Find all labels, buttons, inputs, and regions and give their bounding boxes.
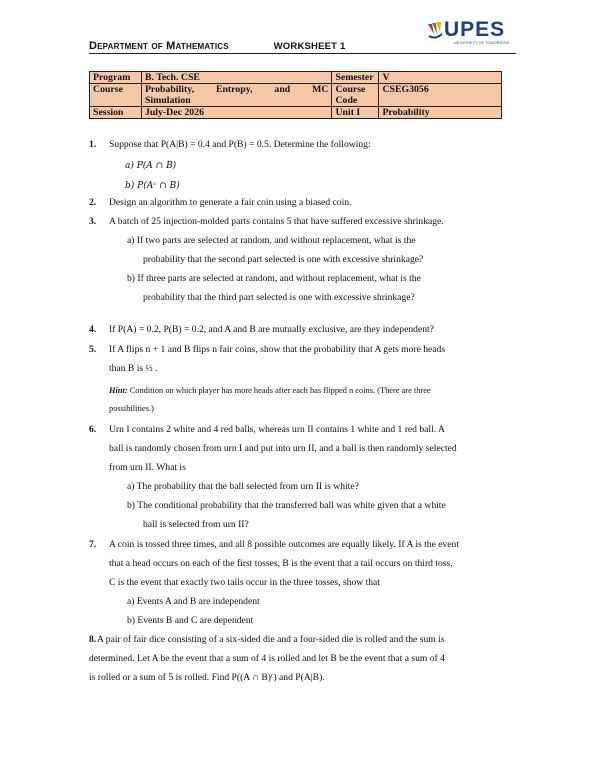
program-value: B. Tech. CSE <box>141 72 332 84</box>
hint-text-line2: possibilities.) <box>109 404 154 413</box>
subpart-a-line1: a) If two parts are selected at random, and without replacement, what is the <box>127 235 416 246</box>
unit-value: Probability <box>379 107 502 119</box>
subpart-b-line1: b) If three parts are selected at random, and without replacement, what is the <box>127 273 421 284</box>
session-label: Session <box>90 107 142 119</box>
course-value <box>141 84 332 107</box>
course-word: MC <box>312 84 329 95</box>
unit-label: Unit I <box>332 107 379 119</box>
question-text-line2: than B is ½ . <box>109 363 158 374</box>
question-text-line3: from urn II. What is <box>109 462 186 473</box>
subpart-b-line2: ball is selected from urn II? <box>143 519 249 530</box>
subpart-b: b) P(Aᶜ ∩ B) <box>125 181 180 191</box>
course-value-line2: Simulation <box>144 95 191 106</box>
course-code-label-2: Code <box>335 95 358 106</box>
question-number: 1. <box>89 139 97 150</box>
question-text-line2: determined. Let A be the event that a sum of 4 is rolled and let B be the event that a sum of 4 <box>89 653 445 664</box>
question-number: 2. <box>89 197 97 208</box>
question-text: Design an algorithm to generate a fair coin using a biased coin. <box>109 197 352 208</box>
table-row <box>90 107 502 119</box>
course-word: Entropy, <box>215 84 253 95</box>
question-number: 6. <box>89 424 97 435</box>
question-text-line1: If A flips n + 1 and B flips n fair coins, show that the probability that A gets more heads <box>109 344 446 355</box>
course-word: and <box>274 84 291 95</box>
logo-subtext: UNIVERSITY OF TOMORROW <box>454 41 509 45</box>
question-text: Suppose that P(A|B) = 0.4 and P(B) = 0.5. Determine the following: <box>109 139 371 150</box>
semester-label: Semester <box>332 72 379 84</box>
question-text-line1: A pair of fair dice consisting of a six-sided die and a four-sided die is rolled and the sum is <box>97 634 445 645</box>
header-rule <box>89 53 516 54</box>
logo-text: UPES <box>444 18 506 41</box>
question-text-line3: C is the event that exactly two tails occur in the three tosses, show that <box>109 577 380 588</box>
table-row <box>90 84 502 107</box>
course-label: Course <box>90 84 142 107</box>
table-row <box>90 72 502 84</box>
upes-logo <box>426 18 518 48</box>
question-text: A batch of 25 injection-molded parts contains 5 that have suffered excessive shrinkage. <box>109 216 444 227</box>
course-info-table <box>89 71 502 119</box>
subpart-a: a) Events A and B are independent <box>127 596 260 607</box>
session-value: July-Dec 2026 <box>141 107 332 119</box>
question-number: 4. <box>89 324 97 335</box>
question-number: 3. <box>89 216 97 227</box>
course-code-value: CSEG3056 <box>379 84 502 107</box>
question-number: 5. <box>89 344 97 355</box>
department-title: Department of Mathematics <box>89 40 229 52</box>
question-text-line3: is rolled or a sum of 5 is rolled. Find P((A ∩ B)ᶜ) and P(A|B). <box>89 672 325 683</box>
page-header <box>89 40 346 52</box>
question-text: If P(A) = 0.2, P(B) = 0.2, and A and B are mutually exclusive, are they independent? <box>109 324 434 335</box>
subpart-b-line1: b) The conditional probability that the transferred ball was white given that a white <box>127 500 446 511</box>
logo-emblem-icon <box>426 20 444 40</box>
course-code-label <box>332 84 379 107</box>
program-label: Program <box>90 72 142 84</box>
subpart-a: a) P(A ∩ B) <box>125 161 177 171</box>
question-number: 8. <box>89 634 97 645</box>
course-word: Probability, <box>144 84 195 95</box>
hint-label: Hint: <box>109 386 128 395</box>
semester-value: V <box>379 72 502 84</box>
question-text-line1: Urn I contains 2 white and 4 red balls, whereas urn II contains 1 white and 1 red ball. A <box>109 424 445 435</box>
subpart-b: b) Events B and C are dependent <box>127 615 254 626</box>
question-text-line2: that a head occurs on each of the first tosses, B is the event that a tail occurs on third toss, <box>109 558 453 569</box>
question-text-line2: ball is randomly chosen from urn I and put into urn II, and a ball is then randomly selected <box>109 443 457 454</box>
course-code-label-1: Course <box>335 84 366 95</box>
question-text-line1: A coin is tossed three times, and all 8 possible outcomes are equally likely. If A is the event <box>109 539 460 550</box>
worksheet-title: WORKSHEET 1 <box>273 41 346 52</box>
question-number: 7. <box>89 539 97 550</box>
subpart-a: a) The probability that the ball selected from urn II is white? <box>127 481 359 492</box>
subpart-a-line2: probability that the second part selected is one with excessive shrinkage? <box>143 254 424 265</box>
hint-text-line1: Condition on which player has more heads after each has flipped n coins. (There are three <box>127 386 431 395</box>
subpart-b-line2: probability that the third part selected is one with excessive shrinkage? <box>143 292 415 303</box>
